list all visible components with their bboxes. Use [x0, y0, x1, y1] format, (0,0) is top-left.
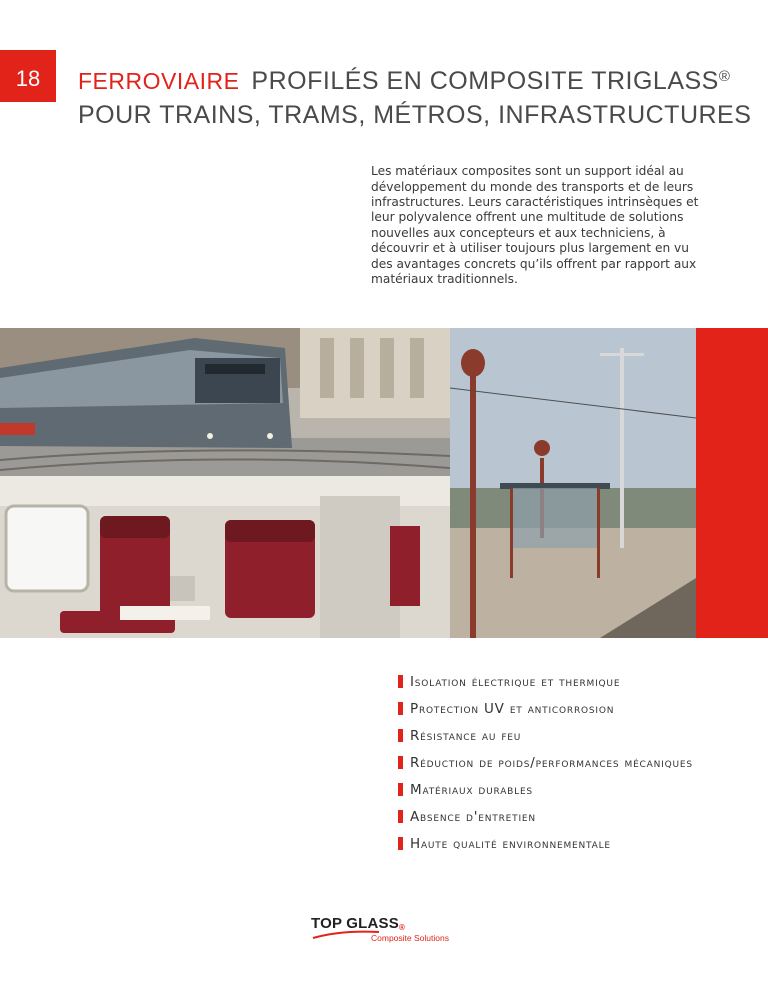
category-label: FERROVIAIRE [78, 68, 240, 94]
list-item: Absence d'entretien [398, 803, 693, 830]
page-number: 18 [0, 50, 56, 102]
logo-name: TOP GLASS [311, 915, 399, 932]
page-title [78, 60, 758, 132]
logo-registered-mark: ® [398, 923, 406, 932]
tram-photo [0, 328, 450, 476]
company-logo [311, 915, 451, 945]
feature-list [398, 668, 693, 857]
title-line-2: POUR TRAINS, TRAMS, MÉTROS, INFRASTRUCTURES [78, 101, 752, 129]
bullet-marker [398, 729, 403, 742]
accent-bar [696, 328, 768, 638]
registered-mark: ® [718, 68, 731, 85]
list-item: Protection UV et anticorrosion [398, 695, 693, 722]
bullet-marker [398, 783, 403, 796]
list-item: Isolation électrique et thermique [398, 668, 693, 695]
bullet-marker [398, 675, 403, 688]
bullet-marker [398, 702, 403, 715]
bullet-marker [398, 756, 403, 769]
bullet-marker [398, 810, 403, 823]
intro-paragraph: Les matériaux composites sont un support idéal au développement du monde des transports et de leurs infrastructures. Leurs caractéristiques intrinsèques et leur polyvalence offrent une multitude de solutions nouvelles aux concepteurs et aux techniciens, à découvrir et à utiliser toujours plus largement en vu des avantages concrets qu’ils offrent par rapport aux matériaux traditionnels. [371, 164, 699, 287]
list-item: Matériaux durables [398, 776, 693, 803]
title-line-1: PROFILÉS EN COMPOSITE TRIGLASS [251, 67, 719, 95]
train-interior-photo [0, 476, 450, 638]
platform-shelter-photo [450, 328, 696, 638]
list-item: Résistance au feu [398, 722, 693, 749]
list-item: Haute qualité environnementale [398, 830, 693, 857]
list-item: Réduction de poids/performances mécaniques [398, 749, 693, 776]
logo-tagline: Composite Solutions [371, 933, 449, 943]
bullet-marker [398, 837, 403, 850]
